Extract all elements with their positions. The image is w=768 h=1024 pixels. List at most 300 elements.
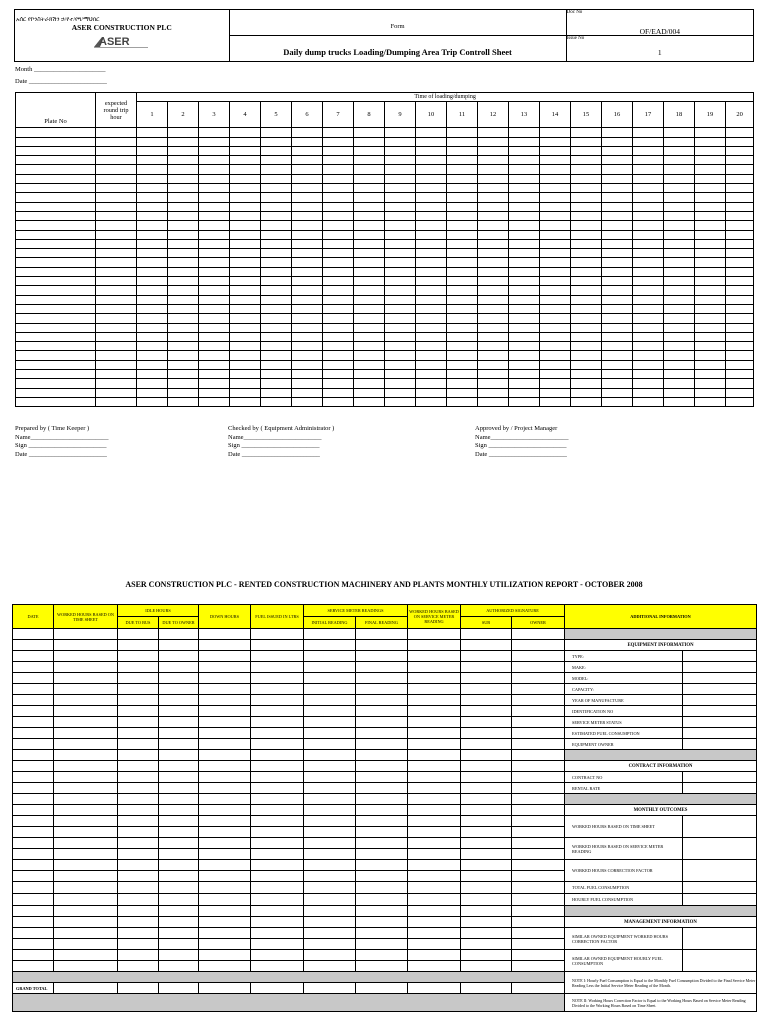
- entry-cell[interactable]: [159, 695, 199, 706]
- entry-cell[interactable]: [251, 629, 304, 640]
- entry-cell[interactable]: [54, 906, 118, 917]
- entry-cell[interactable]: [461, 695, 512, 706]
- trip-time-cell[interactable]: [354, 174, 385, 183]
- entry-cell[interactable]: [304, 950, 356, 961]
- info-value[interactable]: [683, 695, 757, 706]
- trip-time-cell[interactable]: [168, 342, 199, 351]
- trip-time-cell[interactable]: [385, 397, 416, 406]
- trip-time-cell[interactable]: [230, 388, 261, 397]
- trip-time-cell[interactable]: [695, 184, 726, 193]
- entry-cell[interactable]: [13, 695, 54, 706]
- trip-time-cell[interactable]: [726, 323, 754, 332]
- trip-time-cell[interactable]: [540, 258, 571, 267]
- trip-time-cell[interactable]: [664, 258, 695, 267]
- entry-cell[interactable]: [54, 794, 118, 805]
- expected-hour-cell[interactable]: [96, 184, 137, 193]
- trip-time-cell[interactable]: [230, 137, 261, 146]
- trip-time-cell[interactable]: [726, 146, 754, 155]
- trip-time-cell[interactable]: [168, 314, 199, 323]
- trip-time-cell[interactable]: [261, 128, 292, 137]
- trip-time-cell[interactable]: [447, 137, 478, 146]
- trip-time-cell[interactable]: [478, 230, 509, 239]
- trip-time-cell[interactable]: [478, 397, 509, 406]
- trip-time-cell[interactable]: [385, 184, 416, 193]
- entry-cell[interactable]: [304, 739, 356, 750]
- entry-cell[interactable]: [304, 849, 356, 860]
- entry-cell[interactable]: [304, 728, 356, 739]
- trip-time-cell[interactable]: [540, 342, 571, 351]
- expected-hour-cell[interactable]: [96, 304, 137, 313]
- entry-cell[interactable]: [199, 651, 251, 662]
- entry-cell[interactable]: [304, 827, 356, 838]
- trip-time-cell[interactable]: [416, 239, 447, 248]
- entry-cell[interactable]: [54, 838, 118, 849]
- entry-cell[interactable]: [118, 750, 159, 761]
- entry-cell[interactable]: [13, 917, 54, 928]
- entry-cell[interactable]: [251, 816, 304, 827]
- trip-time-cell[interactable]: [416, 258, 447, 267]
- entry-cell[interactable]: [13, 783, 54, 794]
- trip-time-cell[interactable]: [726, 230, 754, 239]
- entry-cell[interactable]: [461, 706, 512, 717]
- trip-time-cell[interactable]: [664, 277, 695, 286]
- trip-time-cell[interactable]: [354, 267, 385, 276]
- entry-cell[interactable]: [54, 684, 118, 695]
- trip-time-cell[interactable]: [168, 370, 199, 379]
- entry-cell[interactable]: [408, 928, 461, 939]
- grand-total-cell[interactable]: [408, 983, 461, 994]
- trip-time-cell[interactable]: [633, 165, 664, 174]
- trip-time-cell[interactable]: [416, 370, 447, 379]
- trip-time-cell[interactable]: [292, 360, 323, 369]
- entry-cell[interactable]: [13, 816, 54, 827]
- trip-time-cell[interactable]: [540, 286, 571, 295]
- entry-cell[interactable]: [512, 706, 565, 717]
- trip-time-cell[interactable]: [726, 156, 754, 165]
- expected-hour-cell[interactable]: [96, 156, 137, 165]
- entry-cell[interactable]: [408, 906, 461, 917]
- trip-time-cell[interactable]: [695, 370, 726, 379]
- trip-time-cell[interactable]: [447, 267, 478, 276]
- info-value[interactable]: [683, 706, 757, 717]
- trip-time-cell[interactable]: [478, 221, 509, 230]
- trip-time-cell[interactable]: [447, 184, 478, 193]
- trip-time-cell[interactable]: [354, 230, 385, 239]
- trip-time-cell[interactable]: [540, 379, 571, 388]
- trip-time-cell[interactable]: [292, 332, 323, 341]
- entry-cell[interactable]: [118, 961, 159, 972]
- trip-time-cell[interactable]: [354, 156, 385, 165]
- trip-time-cell[interactable]: [137, 221, 168, 230]
- trip-time-cell[interactable]: [323, 249, 354, 258]
- entry-cell[interactable]: [159, 772, 199, 783]
- expected-hour-cell[interactable]: [96, 295, 137, 304]
- trip-time-cell[interactable]: [323, 239, 354, 248]
- trip-time-cell[interactable]: [137, 230, 168, 239]
- trip-time-cell[interactable]: [230, 397, 261, 406]
- trip-time-cell[interactable]: [292, 221, 323, 230]
- entry-cell[interactable]: [251, 827, 304, 838]
- trip-time-cell[interactable]: [323, 342, 354, 351]
- entry-cell[interactable]: [304, 772, 356, 783]
- plate-no-cell[interactable]: [16, 295, 96, 304]
- trip-time-cell[interactable]: [168, 323, 199, 332]
- trip-time-cell[interactable]: [695, 379, 726, 388]
- trip-time-cell[interactable]: [230, 267, 261, 276]
- entry-cell[interactable]: [159, 662, 199, 673]
- entry-cell[interactable]: [461, 882, 512, 894]
- entry-cell[interactable]: [251, 961, 304, 972]
- trip-time-cell[interactable]: [478, 277, 509, 286]
- entry-cell[interactable]: [54, 651, 118, 662]
- entry-cell[interactable]: [54, 894, 118, 906]
- entry-cell[interactable]: [251, 783, 304, 794]
- trip-time-cell[interactable]: [199, 165, 230, 174]
- info-value[interactable]: [683, 651, 757, 662]
- trip-time-cell[interactable]: [416, 146, 447, 155]
- trip-time-cell[interactable]: [292, 397, 323, 406]
- trip-time-cell[interactable]: [540, 174, 571, 183]
- trip-time-cell[interactable]: [199, 137, 230, 146]
- checked-by-sign[interactable]: Sign ________________________: [228, 442, 320, 449]
- trip-time-cell[interactable]: [447, 230, 478, 239]
- trip-time-cell[interactable]: [540, 146, 571, 155]
- trip-time-cell[interactable]: [385, 379, 416, 388]
- trip-time-cell[interactable]: [602, 370, 633, 379]
- trip-time-cell[interactable]: [571, 379, 602, 388]
- trip-time-cell[interactable]: [354, 351, 385, 360]
- trip-time-cell[interactable]: [664, 286, 695, 295]
- trip-time-cell[interactable]: [416, 295, 447, 304]
- trip-time-cell[interactable]: [509, 128, 540, 137]
- trip-time-cell[interactable]: [323, 314, 354, 323]
- trip-time-cell[interactable]: [323, 286, 354, 295]
- trip-time-cell[interactable]: [137, 277, 168, 286]
- trip-time-cell[interactable]: [571, 184, 602, 193]
- trip-time-cell[interactable]: [137, 146, 168, 155]
- entry-cell[interactable]: [118, 629, 159, 640]
- trip-time-cell[interactable]: [447, 174, 478, 183]
- trip-time-cell[interactable]: [602, 128, 633, 137]
- trip-time-cell[interactable]: [416, 342, 447, 351]
- entry-cell[interactable]: [356, 805, 408, 816]
- trip-time-cell[interactable]: [633, 146, 664, 155]
- trip-time-cell[interactable]: [571, 267, 602, 276]
- trip-time-cell[interactable]: [726, 184, 754, 193]
- entry-cell[interactable]: [251, 695, 304, 706]
- entry-cell[interactable]: [13, 827, 54, 838]
- trip-time-cell[interactable]: [416, 360, 447, 369]
- trip-time-cell[interactable]: [385, 239, 416, 248]
- trip-time-cell[interactable]: [416, 137, 447, 146]
- prepared-by-date[interactable]: Date ________________________: [15, 450, 107, 458]
- entry-cell[interactable]: [304, 939, 356, 950]
- entry-cell[interactable]: [118, 761, 159, 772]
- trip-time-cell[interactable]: [478, 249, 509, 258]
- trip-time-cell[interactable]: [540, 230, 571, 239]
- expected-hour-cell[interactable]: [96, 137, 137, 146]
- trip-time-cell[interactable]: [726, 165, 754, 174]
- plate-no-cell[interactable]: [16, 249, 96, 258]
- trip-time-cell[interactable]: [447, 397, 478, 406]
- trip-time-cell[interactable]: [602, 239, 633, 248]
- trip-time-cell[interactable]: [230, 165, 261, 174]
- trip-time-cell[interactable]: [509, 295, 540, 304]
- expected-hour-cell[interactable]: [96, 249, 137, 258]
- entry-cell[interactable]: [408, 640, 461, 651]
- trip-time-cell[interactable]: [602, 314, 633, 323]
- trip-time-cell[interactable]: [633, 360, 664, 369]
- trip-time-cell[interactable]: [385, 323, 416, 332]
- trip-time-cell[interactable]: [695, 277, 726, 286]
- trip-time-cell[interactable]: [261, 370, 292, 379]
- trip-time-cell[interactable]: [726, 277, 754, 286]
- trip-time-cell[interactable]: [447, 295, 478, 304]
- trip-time-cell[interactable]: [478, 165, 509, 174]
- trip-time-cell[interactable]: [478, 323, 509, 332]
- trip-time-cell[interactable]: [416, 351, 447, 360]
- trip-time-cell[interactable]: [447, 202, 478, 211]
- entry-cell[interactable]: [356, 871, 408, 882]
- trip-time-cell[interactable]: [695, 295, 726, 304]
- trip-time-cell[interactable]: [168, 156, 199, 165]
- trip-time-cell[interactable]: [540, 370, 571, 379]
- trip-time-cell[interactable]: [509, 397, 540, 406]
- plate-no-cell[interactable]: [16, 360, 96, 369]
- trip-time-cell[interactable]: [199, 128, 230, 137]
- trip-time-cell[interactable]: [199, 230, 230, 239]
- entry-cell[interactable]: [54, 917, 118, 928]
- trip-time-cell[interactable]: [230, 370, 261, 379]
- trip-time-cell[interactable]: [695, 286, 726, 295]
- entry-cell[interactable]: [118, 717, 159, 728]
- trip-time-cell[interactable]: [571, 239, 602, 248]
- entry-cell[interactable]: [159, 728, 199, 739]
- trip-time-cell[interactable]: [323, 277, 354, 286]
- trip-time-cell[interactable]: [695, 332, 726, 341]
- entry-cell[interactable]: [251, 651, 304, 662]
- trip-time-cell[interactable]: [168, 267, 199, 276]
- trip-time-cell[interactable]: [478, 332, 509, 341]
- entry-cell[interactable]: [199, 849, 251, 860]
- trip-time-cell[interactable]: [664, 332, 695, 341]
- trip-time-cell[interactable]: [292, 314, 323, 323]
- entry-cell[interactable]: [408, 717, 461, 728]
- entry-cell[interactable]: [512, 640, 565, 651]
- trip-time-cell[interactable]: [447, 146, 478, 155]
- trip-time-cell[interactable]: [168, 249, 199, 258]
- trip-time-cell[interactable]: [168, 146, 199, 155]
- trip-time-cell[interactable]: [137, 128, 168, 137]
- entry-cell[interactable]: [118, 849, 159, 860]
- trip-time-cell[interactable]: [695, 193, 726, 202]
- entry-cell[interactable]: [54, 827, 118, 838]
- trip-time-cell[interactable]: [509, 146, 540, 155]
- trip-time-cell[interactable]: [633, 314, 664, 323]
- trip-time-cell[interactable]: [416, 211, 447, 220]
- trip-time-cell[interactable]: [292, 184, 323, 193]
- trip-time-cell[interactable]: [385, 165, 416, 174]
- trip-time-cell[interactable]: [354, 137, 385, 146]
- info-value[interactable]: [683, 662, 757, 673]
- trip-time-cell[interactable]: [292, 146, 323, 155]
- trip-time-cell[interactable]: [385, 174, 416, 183]
- entry-cell[interactable]: [408, 728, 461, 739]
- entry-cell[interactable]: [356, 838, 408, 849]
- trip-time-cell[interactable]: [230, 258, 261, 267]
- plate-no-cell[interactable]: [16, 286, 96, 295]
- trip-time-cell[interactable]: [385, 193, 416, 202]
- entry-cell[interactable]: [408, 882, 461, 894]
- entry-cell[interactable]: [159, 673, 199, 684]
- trip-time-cell[interactable]: [261, 137, 292, 146]
- plate-no-cell[interactable]: [16, 342, 96, 351]
- trip-time-cell[interactable]: [633, 323, 664, 332]
- trip-time-cell[interactable]: [664, 165, 695, 174]
- entry-cell[interactable]: [461, 684, 512, 695]
- trip-time-cell[interactable]: [168, 277, 199, 286]
- trip-time-cell[interactable]: [478, 388, 509, 397]
- entry-cell[interactable]: [512, 684, 565, 695]
- trip-time-cell[interactable]: [602, 137, 633, 146]
- trip-time-cell[interactable]: [323, 174, 354, 183]
- plate-no-cell[interactable]: [16, 351, 96, 360]
- trip-time-cell[interactable]: [292, 295, 323, 304]
- trip-time-cell[interactable]: [447, 314, 478, 323]
- entry-cell[interactable]: [512, 871, 565, 882]
- entry-cell[interactable]: [159, 838, 199, 849]
- entry-cell[interactable]: [13, 805, 54, 816]
- plate-no-cell[interactable]: [16, 202, 96, 211]
- entry-cell[interactable]: [356, 894, 408, 906]
- entry-cell[interactable]: [199, 750, 251, 761]
- entry-cell[interactable]: [118, 651, 159, 662]
- trip-time-cell[interactable]: [354, 193, 385, 202]
- entry-cell[interactable]: [118, 684, 159, 695]
- trip-time-cell[interactable]: [602, 397, 633, 406]
- trip-time-cell[interactable]: [540, 156, 571, 165]
- entry-cell[interactable]: [199, 939, 251, 950]
- trip-time-cell[interactable]: [416, 156, 447, 165]
- entry-cell[interactable]: [512, 739, 565, 750]
- entry-cell[interactable]: [199, 761, 251, 772]
- trip-time-cell[interactable]: [385, 360, 416, 369]
- entry-cell[interactable]: [408, 794, 461, 805]
- entry-cell[interactable]: [54, 849, 118, 860]
- trip-time-cell[interactable]: [726, 397, 754, 406]
- trip-time-cell[interactable]: [726, 351, 754, 360]
- trip-time-cell[interactable]: [230, 230, 261, 239]
- trip-time-cell[interactable]: [292, 174, 323, 183]
- entry-cell[interactable]: [408, 827, 461, 838]
- trip-time-cell[interactable]: [447, 258, 478, 267]
- trip-time-cell[interactable]: [230, 304, 261, 313]
- trip-time-cell[interactable]: [199, 277, 230, 286]
- entry-cell[interactable]: [199, 673, 251, 684]
- trip-time-cell[interactable]: [261, 397, 292, 406]
- trip-time-cell[interactable]: [571, 156, 602, 165]
- plate-no-cell[interactable]: [16, 258, 96, 267]
- trip-time-cell[interactable]: [385, 202, 416, 211]
- info-value[interactable]: [683, 816, 757, 838]
- entry-cell[interactable]: [13, 629, 54, 640]
- trip-time-cell[interactable]: [230, 174, 261, 183]
- trip-time-cell[interactable]: [633, 397, 664, 406]
- trip-time-cell[interactable]: [354, 128, 385, 137]
- trip-time-cell[interactable]: [571, 342, 602, 351]
- trip-time-cell[interactable]: [261, 388, 292, 397]
- trip-time-cell[interactable]: [323, 202, 354, 211]
- trip-time-cell[interactable]: [385, 286, 416, 295]
- expected-hour-cell[interactable]: [96, 202, 137, 211]
- trip-time-cell[interactable]: [323, 230, 354, 239]
- entry-cell[interactable]: [159, 939, 199, 950]
- entry-cell[interactable]: [356, 928, 408, 939]
- trip-time-cell[interactable]: [416, 314, 447, 323]
- entry-cell[interactable]: [304, 783, 356, 794]
- trip-time-cell[interactable]: [323, 351, 354, 360]
- expected-hour-cell[interactable]: [96, 351, 137, 360]
- entry-cell[interactable]: [512, 805, 565, 816]
- trip-time-cell[interactable]: [447, 388, 478, 397]
- entry-cell[interactable]: [54, 783, 118, 794]
- entry-cell[interactable]: [13, 939, 54, 950]
- entry-cell[interactable]: [461, 717, 512, 728]
- entry-cell[interactable]: [199, 882, 251, 894]
- entry-cell[interactable]: [304, 629, 356, 640]
- trip-time-cell[interactable]: [292, 211, 323, 220]
- entry-cell[interactable]: [199, 827, 251, 838]
- expected-hour-cell[interactable]: [96, 146, 137, 155]
- entry-cell[interactable]: [304, 794, 356, 805]
- trip-time-cell[interactable]: [726, 360, 754, 369]
- expected-hour-cell[interactable]: [96, 258, 137, 267]
- trip-time-cell[interactable]: [571, 397, 602, 406]
- trip-time-cell[interactable]: [261, 211, 292, 220]
- entry-cell[interactable]: [512, 939, 565, 950]
- plate-no-cell[interactable]: [16, 314, 96, 323]
- trip-time-cell[interactable]: [137, 379, 168, 388]
- trip-time-cell[interactable]: [199, 351, 230, 360]
- trip-time-cell[interactable]: [447, 239, 478, 248]
- entry-cell[interactable]: [251, 640, 304, 651]
- trip-time-cell[interactable]: [354, 304, 385, 313]
- trip-time-cell[interactable]: [633, 193, 664, 202]
- trip-time-cell[interactable]: [602, 304, 633, 313]
- approved-by-name[interactable]: Name________________________: [475, 433, 569, 441]
- trip-time-cell[interactable]: [385, 370, 416, 379]
- entry-cell[interactable]: [408, 838, 461, 849]
- entry-cell[interactable]: [512, 860, 565, 871]
- trip-time-cell[interactable]: [664, 304, 695, 313]
- trip-time-cell[interactable]: [540, 137, 571, 146]
- trip-time-cell[interactable]: [664, 388, 695, 397]
- entry-cell[interactable]: [356, 673, 408, 684]
- trip-time-cell[interactable]: [664, 249, 695, 258]
- grand-total-cell[interactable]: [54, 983, 118, 994]
- entry-cell[interactable]: [461, 838, 512, 849]
- trip-time-cell[interactable]: [385, 351, 416, 360]
- entry-cell[interactable]: [13, 640, 54, 651]
- trip-time-cell[interactable]: [540, 128, 571, 137]
- trip-time-cell[interactable]: [447, 165, 478, 174]
- entry-cell[interactable]: [159, 783, 199, 794]
- grand-total-cell[interactable]: [118, 983, 159, 994]
- trip-time-cell[interactable]: [447, 249, 478, 258]
- entry-cell[interactable]: [159, 629, 199, 640]
- trip-time-cell[interactable]: [509, 379, 540, 388]
- entry-cell[interactable]: [159, 928, 199, 939]
